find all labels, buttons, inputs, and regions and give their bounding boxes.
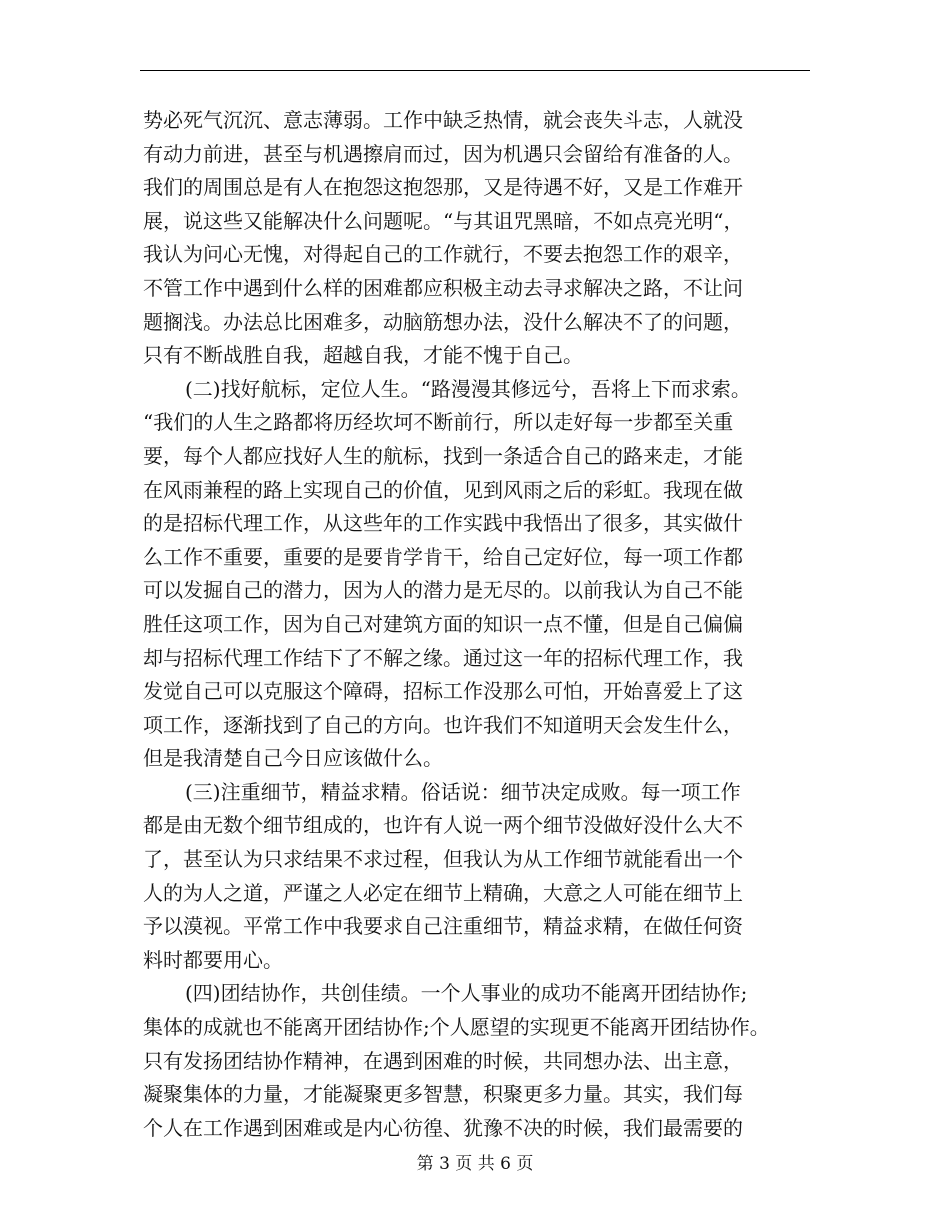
text-line: 人的为人之道，严谨之人必定在细节上精确，大意之人可能在细节上 (143, 880, 743, 905)
text-line: 但是我清楚自己今日应该做什么。 (143, 746, 443, 771)
text-line: 料时都要用心。 (143, 947, 283, 972)
text-line: 要，每个人都应找好人生的航标，找到一条适合自己的路来走，才能 (143, 443, 743, 468)
text-line: (三)注重细节，精益求精。俗话说：细节决定成败。每一项工作 (185, 779, 741, 804)
page-number-footer: 第 3 页 共 6 页 (416, 1154, 534, 1174)
text-line: 集体的成就也不能离开团结协作;个人愿望的实现更不能离开团结协作。 (143, 1015, 770, 1040)
text-line: (四)团结协作，共创佳绩。一个人事业的成功不能离开团结协作; (185, 981, 748, 1006)
text-line: 只有不断战胜自我，超越自我，才能不愧于自己。 (143, 343, 583, 368)
text-line: 题搁浅。办法总比困难多，动脑筋想办法，没什么解决不了的问题， (143, 309, 743, 334)
document-body (143, 104, 807, 1145)
text-line: 可以发掘自己的潜力，因为人的潜力是无尽的。以前我认为自己不能 (143, 578, 743, 603)
text-line: 有动力前进，甚至与机遇擦肩而过，因为机遇只会留给有准备的人。 (143, 141, 743, 166)
text-line: “我们的人生之路都将历经坎坷不断前行，所以走好每一步都至关重 (143, 410, 734, 435)
text-line: 我们的周围总是有人在抱怨这抱怨那，又是待遇不好，又是工作难开 (143, 175, 743, 200)
text-line: 的是招标代理工作，从这些年的工作实践中我悟出了很多，其实做什 (143, 511, 743, 536)
text-line: 势必死气沉沉、意志薄弱。工作中缺乏热情，就会丧失斗志，人就没 (143, 108, 743, 132)
text-line: 项工作，逐渐找到了自己的方向。也许我们不知道明天会发生什么， (143, 712, 743, 737)
text-line: 都是由无数个细节组成的，也许有人说一两个细节没做好没什么大不 (143, 813, 743, 838)
text-line: 么工作不重要，重要的是要肯学肯干，给自己定好位，每一项工作都 (143, 544, 743, 569)
header-rule (140, 70, 810, 71)
text-line: (二)找好航标，定位人生。“路漫漫其修远兮，吾将上下而求索。 (185, 376, 751, 401)
text-line: 个人在工作遇到困难或是内心彷徨、犹豫不决的时候，我们最需要的 (143, 1115, 743, 1140)
text-line: 展，说这些又能解决什么问题呢。“与其诅咒黑暗，不如点亮光明“， (143, 208, 744, 233)
text-line: 不管工作中遇到什么样的困难都应积极主动去寻求解决之路，不让问 (143, 275, 743, 300)
text-line: 我认为问心无愧，对得起自己的工作就行，不要去抱怨工作的艰辛， (143, 242, 743, 267)
text-line: 却与招标代理工作结下了不解之缘。通过这一年的招标代理工作，我 (143, 645, 743, 670)
text-line: 只有发扬团结协作精神，在遇到困难的时候，共同想办法、出主意， (143, 1048, 743, 1073)
text-line: 胜任这项工作，因为自己对建筑方面的知识一点不懂，但是自己偏偏 (143, 611, 743, 636)
text-line: 凝聚集体的力量，才能凝聚更多智慧，积聚更多力量。其实，我们每 (143, 1082, 743, 1107)
text-line: 在风雨兼程的路上实现自己的价值，见到风雨之后的彩虹。我现在做 (143, 477, 743, 502)
text-line: 了，甚至认为只求结果不求过程，但我认为从工作细节就能看出一个 (143, 847, 743, 872)
text-line: 发觉自己可以克服这个障碍，招标工作没那么可怕，开始喜爱上了这 (143, 679, 743, 704)
text-line: 予以漠视。平常工作中我要求自己注重细节，精益求精，在做任何资 (143, 914, 743, 939)
